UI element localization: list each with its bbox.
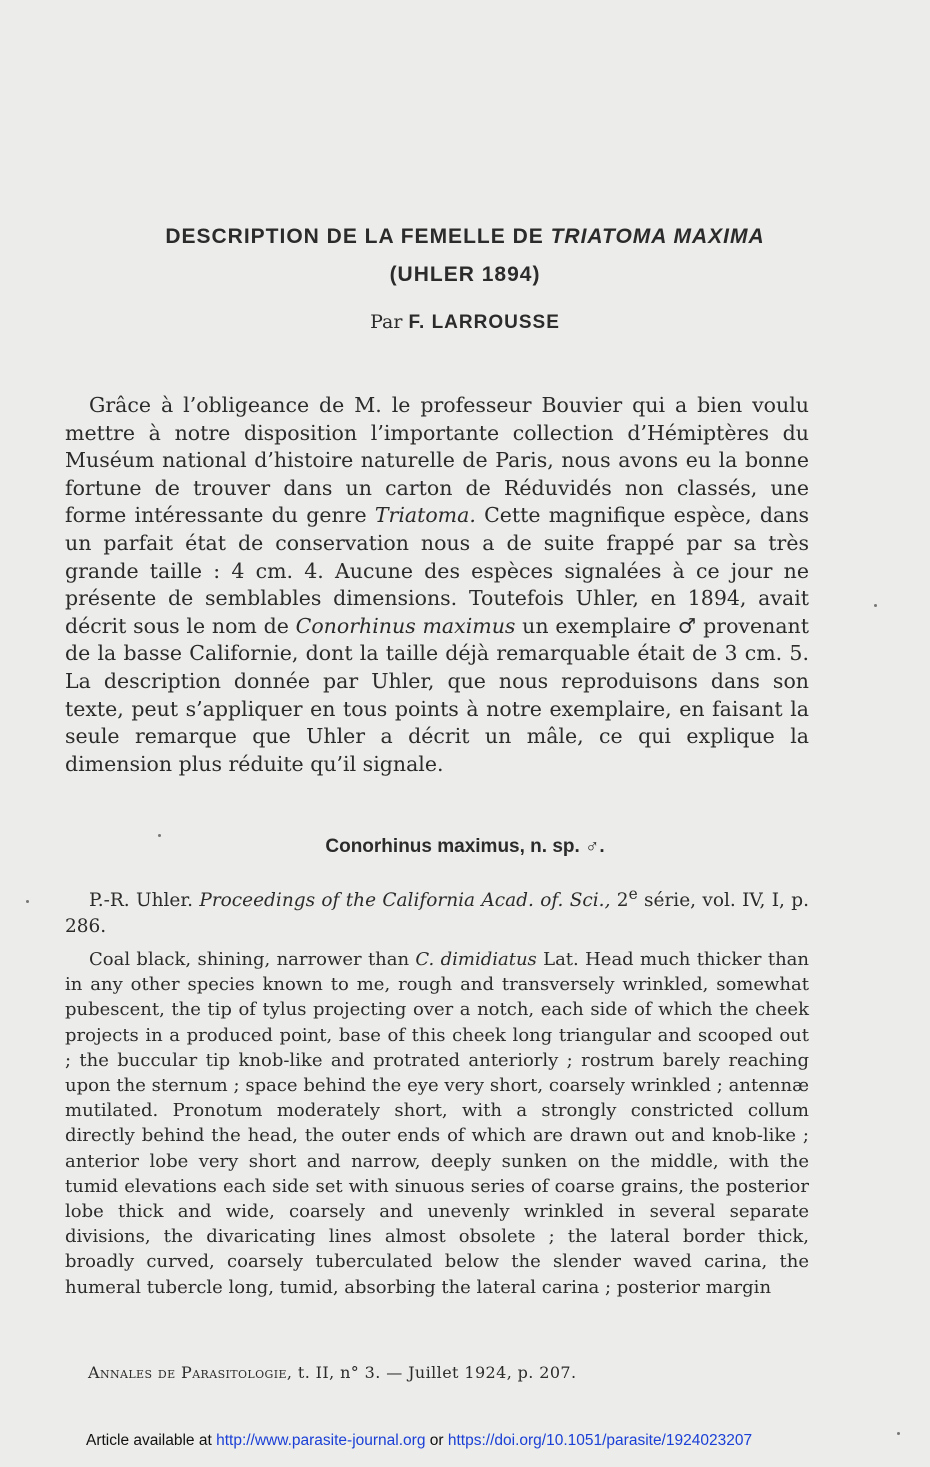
species-description: Coal black, shining, narrower than C. dimidiatus Lat. Head much thicker than in any other species known to me, rough and transversely wrinkled, somewhat pubescent, the tip of tylus projecting over a notch, each side of which the cheek projects in a produced point, base of this cheek long triangular and scooped out ; the buccular tip knob-like and protrated anteriorly ; rostrum barely reaching upon the sternum ; space behind the eye very short, coarsely wrinkled ; antennæ mutilated. Pronotum moderately short, with a strongly constricted collum directly behind the head, the outer ends of which are drawn out and knob-like ; anterior lobe very short and narrow, deeply sunken on the middle, with the tumid elevations each side set with sinuous series of coarse grains, the posterior lobe thick and wide, coarsely and unevenly wrinkled in several separate divisions, the divaricating lines almost obsolete ; the lateral border thick, broadly curved, coarsely tuberculated below the slender waved carina, the humeral tubercle long, tumid, absorbing the lateral carina ; posterior margin xyxy=(65,949,809,1298)
title-line-1: DESCRIPTION DE LA FEMELLE DE TRIATOMA MAXIMA xyxy=(165,225,765,248)
compared-species: C. dimidiatus xyxy=(415,949,537,970)
scan-speck xyxy=(874,604,877,607)
title-species: TRIATOMA MAXIMA xyxy=(550,225,765,248)
article-title xyxy=(60,218,870,294)
journal-link[interactable]: http://www.parasite-journal.org xyxy=(216,1432,426,1449)
journal-footer: Annales de Parasitologie, t. II, n° 3. — Juillet 1924, p. 207. xyxy=(88,1363,577,1382)
doi-link[interactable]: https://doi.org/10.1051/parasite/1924023207 xyxy=(447,1432,753,1449)
scan-speck xyxy=(158,834,161,837)
availability-line: Article available at http://www.parasite-journal.org or https://doi.org/10.1051/parasite/1924023207 xyxy=(86,1432,753,1449)
intro-paragraph: Grâce à l’obligeance de M. le professeur Bouvier qui a bien voulu mettre à notre disposition l’importante collection d’Hémiptères du Muséum national d’histoire naturelle de Paris, nous avons eu la bonne fortune de trouver dans un carton de Réduvidés non classés, une forme intéressante du genre Triatoma. Cette magnifique espèce, dans un parfait état de conservation nous a de suite frappé par sa très grande taille : 4 cm. 4. Aucune des espèces signalées à ce jour ne présente de semblables dimensions. Toutefois Uhler, en 1894, avait décrit sous le nom de Conorhinus maximus un exemplaire ♂ provenant de la basse Californie, dont la taille déjà remarquable était de 3 cm. 5. La description donnée par Uhler, que nous reproduisons dans son texte, peut s’appliquer en tous points à notre exemplaire, en faisant la seule remarque que Uhler a décrit un mâle, ce qui explique la dimension plus réduite qu’il signale. xyxy=(65,393,809,776)
scan-speck xyxy=(897,1432,900,1435)
genus-name: Triatoma. xyxy=(374,503,476,528)
author-name: F. LARROUSSE xyxy=(408,312,560,333)
scan-speck xyxy=(26,900,29,903)
journal-name: Annales de Parasitologie, xyxy=(88,1363,293,1382)
species-name: Conorhinus maximus xyxy=(295,613,516,638)
journal-reference: Proceedings of the California Acad. of. Sci., xyxy=(199,890,611,912)
species-heading: Conorhinus maximus, n. sp. ♂. xyxy=(325,836,605,857)
author-line: Par F. LARROUSSE xyxy=(370,311,560,333)
title-line-2: (UHLER 1894) xyxy=(389,263,541,286)
reference-paragraph: P.-R. Uhler. Proceedings of the California Acad. of. Sci., 2e série, vol. IV, I, p. 286. xyxy=(65,885,809,938)
